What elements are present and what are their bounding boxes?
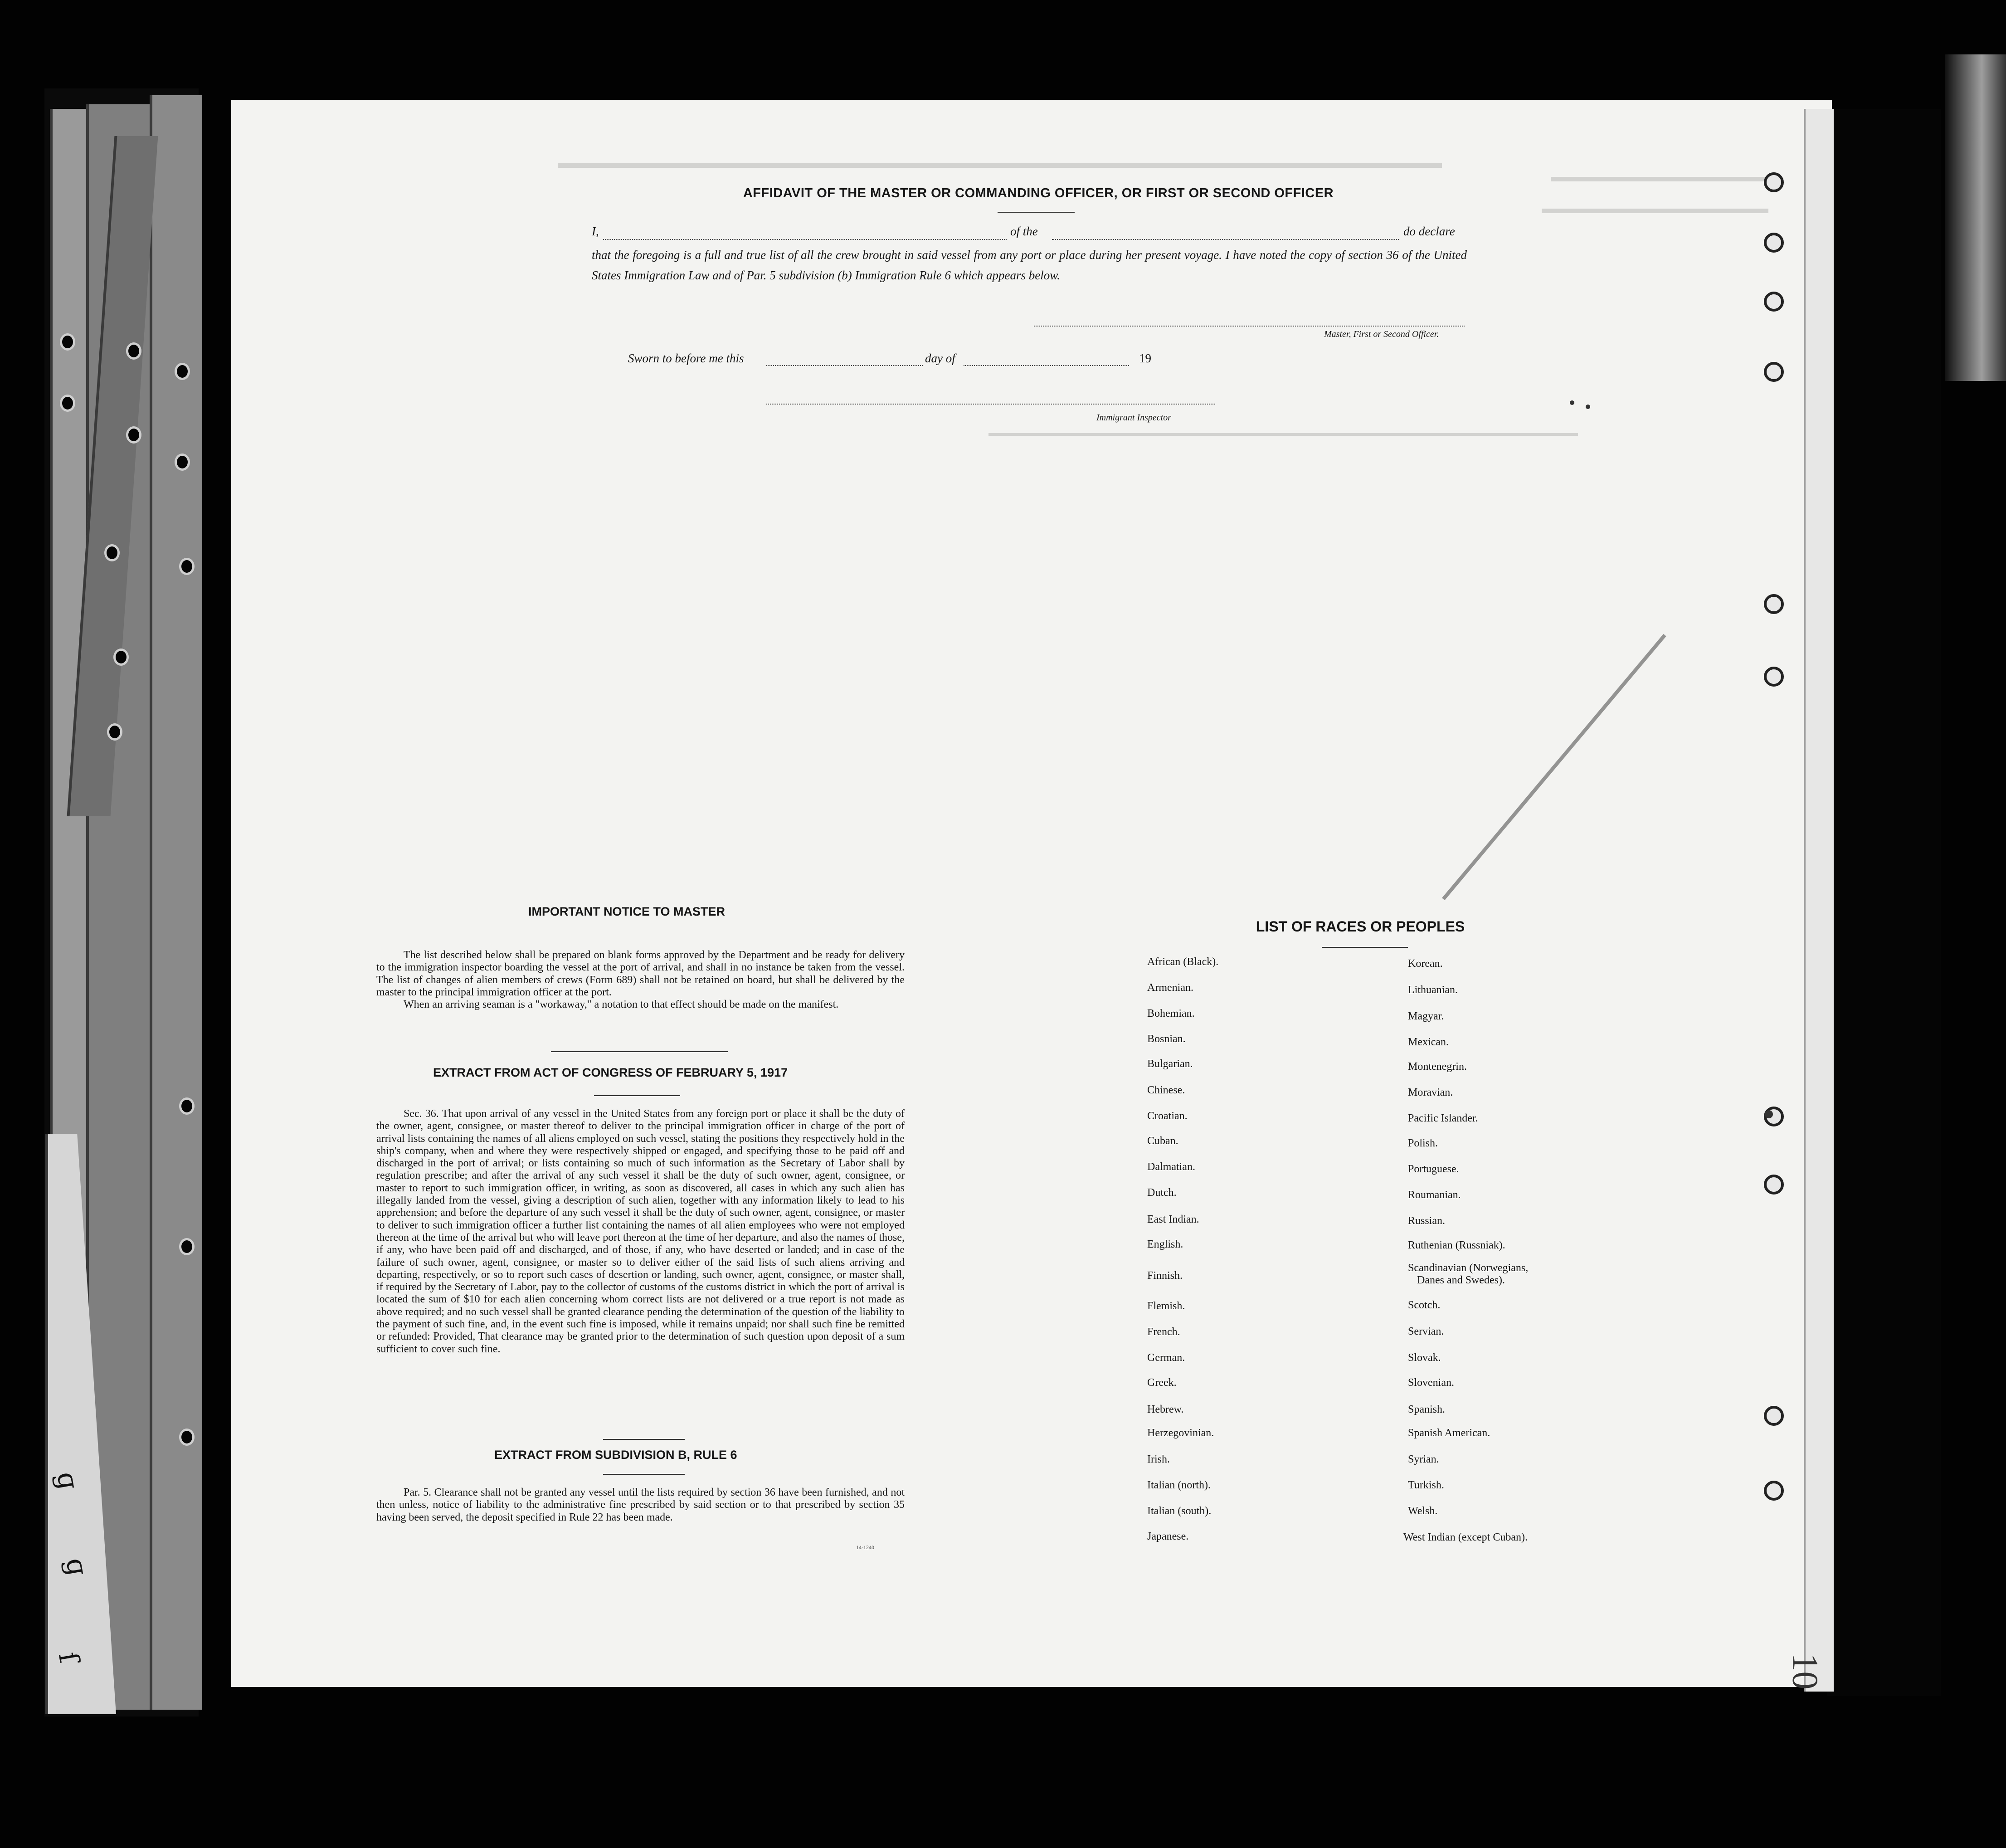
- divider: [1322, 947, 1408, 948]
- race-item: Ruthenian (Russniak).: [1408, 1239, 1505, 1251]
- section-36-paragraph: Sec. 36. That upon arrival of any vessel in the United States from any foreign port or place it shall be the duty of the owner, agent, consignee, or master thereof to deliver to the principal immigration officer in charge of the port of arrival lists containing the names of all aliens employed on such vessel, stating the positions they respectively hold in the ship's company, when and where they were respectively shipped or engaged, and specifying those to be paid off and discharged in the port of arrival; or lists containing so much of such information as the Secretary of Labor shall by regulation prescribe; and after the arrival of any such vessel it shall be the duty of such owner, agent, consignee, or master to report to such immigration officer, in writing, as soon as discovered, all cases in which any such alien has illegally landed from the vessel, giving a description of such alien, together with any information likely to lead to his apprehension; and before the departure of any such vessel it shall be the duty of such owner, agent, consignee, or master to deliver to such immigration officer a further list containing the names of all alien employees who were not employed thereon at the time of the arrival but who will leave port thereon at the time of her departure, and also the names of those, if any, who have been paid off and discharged, and of those, if any, who have deserted or landed; and in case of the failure of such owner, agent, consignee, or master so to deliver either of the said lists of such aliens arriving and departing, respectively, or so to report such cases of desertion or landing, such owner, agent, consignee, or master shall, if required by the Secretary of Labor, pay to the collector of customs of the customs district in which the port of arrival is located the sum of $10 for each alien concerning whom correct lists are not delivered or a true report is not made as above required; and no such vessel shall be granted clearance pending the determination of the question of the liability to the payment of such fine, and, in the event such fine is imposed, while it remains unpaid; nor shall such fine be remitted or refunded: Provided, That clearance may be granted prior to the determination of such question upon deposit of a sum sufficient to cover such fine.: [376, 1108, 905, 1355]
- rule-extract-title: EXTRACT FROM SUBDIVISION B, RULE 6: [494, 1448, 737, 1462]
- race-item: Chinese.: [1147, 1084, 1185, 1096]
- binding-hole: [1764, 172, 1784, 192]
- punch-hole: [179, 558, 195, 575]
- binding-hole: [1764, 362, 1784, 382]
- race-item: Polish.: [1408, 1137, 1438, 1149]
- ink-speck: [1570, 400, 1574, 405]
- bleed-through: [558, 163, 1442, 168]
- binding-hole: [1764, 1481, 1784, 1501]
- races-title: LIST OF RACES OR PEOPLES: [1256, 918, 1465, 935]
- binding-hole: [1764, 594, 1784, 614]
- binding-hole: [1764, 233, 1784, 253]
- divider: [603, 1439, 685, 1440]
- race-item: Armenian.: [1147, 982, 1193, 994]
- race-item: Lithuanian.: [1408, 984, 1458, 996]
- race-item: Syrian.: [1408, 1453, 1439, 1465]
- race-item: Spanish American.: [1408, 1427, 1490, 1439]
- punch-hole: [113, 649, 129, 666]
- race-item: Slovenian.: [1408, 1377, 1454, 1389]
- binding-hole: [1764, 1406, 1784, 1426]
- master-caption: Master, First or Second Officer.: [1324, 329, 1439, 339]
- race-item: Hebrew.: [1147, 1404, 1184, 1415]
- race-item: African (Black).: [1147, 956, 1219, 968]
- punch-hole: [60, 333, 75, 351]
- inspector-signature-blank: [766, 404, 1215, 405]
- race-item: Magyar.: [1408, 1010, 1444, 1022]
- affidavit-statement: that the foregoing is a full and true list of all the crew brought in said vessel from any port or place during her present voyage. I have noted the copy of section 36 of the United States Immigration Law and of Par. 5 subdivision (b) Immigration Rule 6 which appears below.: [592, 248, 1467, 282]
- race-item: Italian (south).: [1147, 1505, 1212, 1517]
- race-item: Pacific Islander.: [1408, 1112, 1478, 1124]
- divider: [603, 1474, 685, 1475]
- divider: [998, 212, 1075, 213]
- day-of-label: day of: [925, 351, 955, 365]
- binding-hole: [1764, 1175, 1784, 1195]
- race-item: Greek.: [1147, 1377, 1177, 1389]
- notice-text: [376, 949, 905, 1011]
- race-item: Moravian.: [1408, 1087, 1453, 1098]
- binding-hole: [1764, 292, 1784, 312]
- do-declare-label: do declare: [1403, 224, 1455, 238]
- dark-background: [1827, 109, 1941, 1696]
- race-item: Korean.: [1408, 958, 1443, 970]
- page-edge: [1804, 109, 1834, 1692]
- rule-extract-text: [376, 1487, 905, 1524]
- race-item: Herzegovinian.: [1147, 1427, 1214, 1439]
- notice-title: IMPORTANT NOTICE TO MASTER: [528, 905, 725, 918]
- race-item: Bohemian.: [1147, 1008, 1195, 1019]
- year-prefix: 19: [1139, 351, 1151, 365]
- race-item: Dalmatian.: [1147, 1161, 1195, 1173]
- divider: [594, 1095, 680, 1096]
- punch-hole: [107, 723, 122, 741]
- of-the-label: of the: [1010, 224, 1038, 238]
- race-item: Slovak.: [1408, 1352, 1441, 1364]
- race-item: Scotch.: [1408, 1299, 1441, 1311]
- master-signature-blank: [1034, 326, 1465, 327]
- ink-speck: [1765, 1110, 1773, 1118]
- race-item: Flemish.: [1147, 1300, 1185, 1312]
- race-item: East Indian.: [1147, 1214, 1199, 1225]
- handwritten-mark: ſ: [52, 1649, 85, 1666]
- race-item: Servian.: [1408, 1326, 1444, 1337]
- month-blank: [964, 365, 1129, 366]
- race-item: Welsh.: [1408, 1505, 1438, 1517]
- form-code: 14-1240: [856, 1544, 874, 1551]
- affidavit-title: AFFIDAVIT OF THE MASTER OR COMMANDING OFFICER, OR FIRST OR SECOND OFFICER: [743, 186, 1334, 200]
- race-item: Portuguese.: [1408, 1163, 1459, 1175]
- punch-hole: [179, 1097, 195, 1115]
- manifest-page: [231, 100, 1832, 1687]
- bleed-through: [988, 433, 1578, 436]
- bleed-through: [1542, 209, 1768, 213]
- vessel-blank: [1052, 239, 1399, 240]
- race-item: Cuban.: [1147, 1135, 1178, 1147]
- binder-cover-edge: [1945, 54, 2006, 381]
- affidavit-i-label: I,: [592, 224, 599, 238]
- punch-hole: [126, 426, 141, 444]
- race-item: Turkish.: [1408, 1479, 1444, 1491]
- race-item: Roumanian.: [1408, 1189, 1461, 1201]
- race-item: German.: [1147, 1352, 1185, 1364]
- race-item: French.: [1147, 1326, 1180, 1338]
- race-item: English.: [1147, 1239, 1183, 1250]
- binding-hole: [1764, 667, 1784, 687]
- act-extract-text: [376, 1108, 905, 1356]
- punch-hole: [126, 342, 141, 360]
- punch-hole: [179, 1429, 195, 1446]
- notice-paragraph: The list described below shall be prepared on blank forms approved by the Department and be ready for delivery to the immigration inspector boarding the vessel at the port of arrival, and shall in no instance be taken from the vessel. The list of changes of alien members of crews (Form 689) shall not be retained on board, but shall be delivered by the master to the principal immigration officer at the port.: [376, 949, 905, 998]
- race-item: Bulgarian.: [1147, 1058, 1193, 1070]
- race-item: Finnish.: [1147, 1270, 1183, 1282]
- race-item: Croatian.: [1147, 1110, 1188, 1122]
- sheet-number: 10: [1785, 1653, 1825, 1690]
- race-item: Spanish.: [1408, 1404, 1446, 1415]
- race-item: Montenegrin.: [1408, 1061, 1467, 1073]
- binder-page-edge: [150, 95, 202, 1710]
- race-item: Irish.: [1147, 1453, 1170, 1465]
- sworn-label: Sworn to before me this: [628, 351, 744, 365]
- race-item: Dutch.: [1147, 1187, 1177, 1199]
- handwritten-mark: ɡ: [59, 1555, 94, 1578]
- divider: [551, 1051, 728, 1052]
- race-item: Italian (north).: [1147, 1479, 1211, 1491]
- sworn-day-blank: [766, 365, 923, 366]
- punch-hole: [175, 453, 190, 471]
- handwritten-mark: ɡ: [50, 1469, 85, 1492]
- race-item: West Indian (except Cuban).: [1403, 1531, 1528, 1543]
- punch-hole: [175, 363, 190, 380]
- notice-paragraph: When an arriving seaman is a "workaway," a notation to that effect should be made on the manifest.: [404, 999, 839, 1011]
- act-extract-title: EXTRACT FROM ACT OF CONGRESS OF FEBRUARY 5, 1917: [433, 1066, 788, 1079]
- race-item: Danes and Swedes).: [1417, 1274, 1505, 1286]
- par-5-paragraph: Par. 5. Clearance shall not be granted any vessel until the lists required by section 36 have been furnished, and not then unless, notice of liability to the administrative fine prescribed by said section or to that prescribed by section 35 having been served, the deposit specified in Rule 22 has been made.: [376, 1487, 905, 1523]
- punch-hole: [179, 1238, 195, 1255]
- race-item: Scandinavian (Norwegians,: [1408, 1262, 1529, 1274]
- bleed-through: [1551, 177, 1768, 181]
- race-item: Bosnian.: [1147, 1033, 1186, 1045]
- punch-hole: [104, 544, 120, 561]
- inspector-caption: Immigrant Inspector: [1096, 413, 1171, 423]
- punch-hole: [60, 395, 75, 412]
- race-item: Japanese.: [1147, 1531, 1189, 1542]
- ink-speck: [1586, 405, 1590, 409]
- race-item: Russian.: [1408, 1215, 1446, 1227]
- race-item: Mexican.: [1408, 1036, 1449, 1048]
- name-blank: [603, 239, 1007, 240]
